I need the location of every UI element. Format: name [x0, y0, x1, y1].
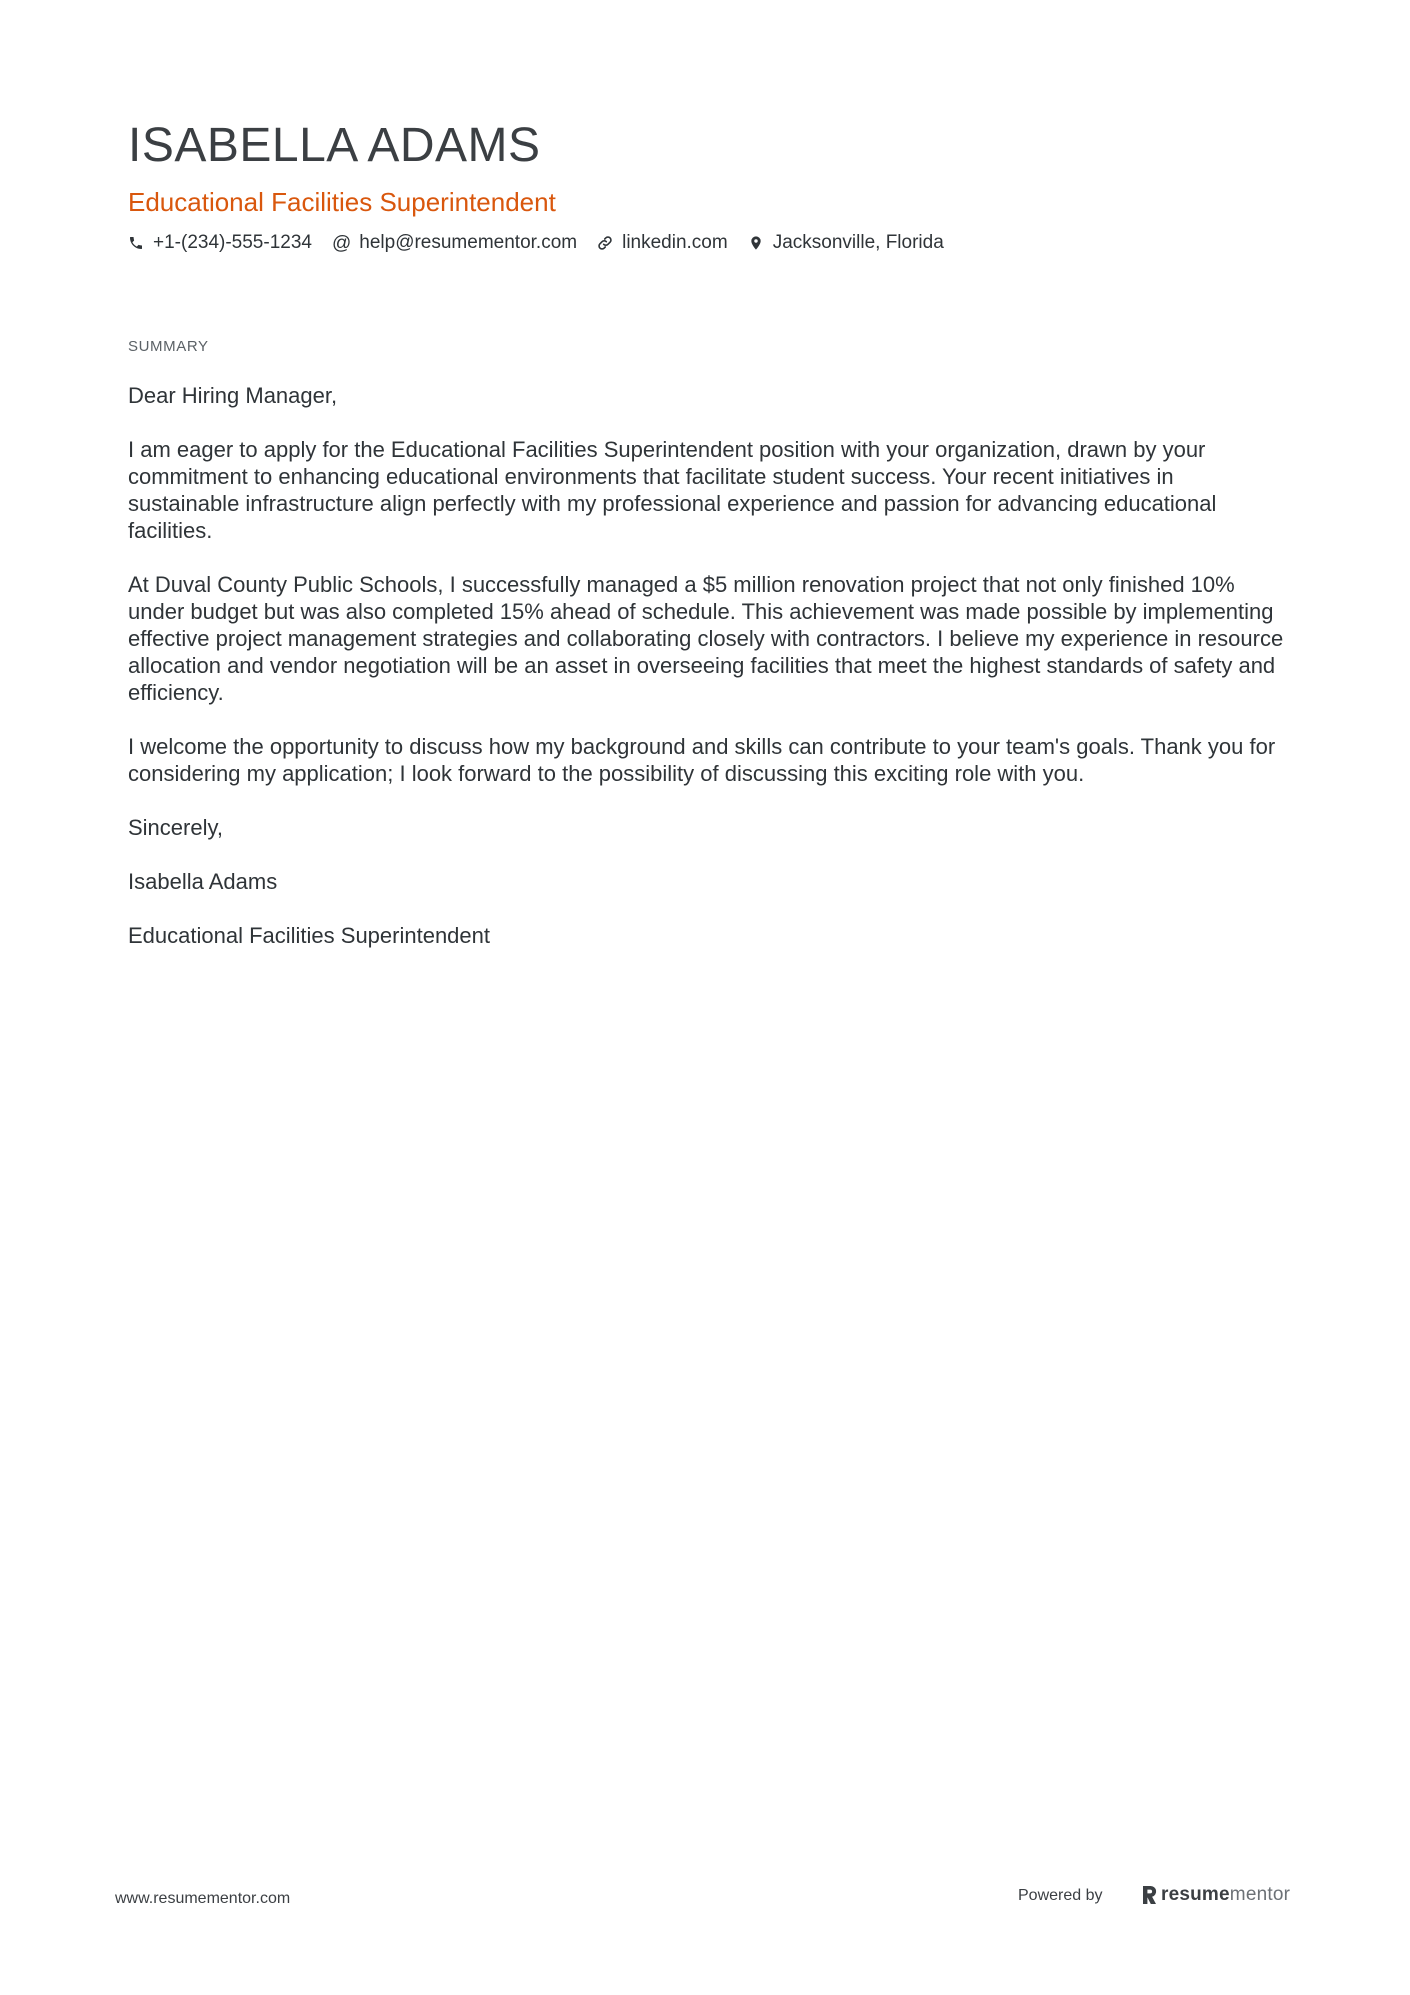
link-icon	[597, 235, 613, 251]
footer-url[interactable]: www.resumementor.com	[115, 1890, 291, 1907]
job-title: Educational Facilities Superintendent	[128, 187, 556, 217]
letter-greeting: Dear Hiring Manager,	[128, 383, 338, 408]
letter-paragraph-1: I am eager to apply for the Educational Facilities Superintendent position with your organization, drawn by your commitment to enhancing educational environments that facilitate student success. Your recent initiatives in sustainable infrastructure align perfectly with my professional experience and passion for advancing educational facilities.	[128, 437, 1217, 543]
logo-text-mentor: mentor	[1229, 1884, 1291, 1905]
footer-powered-by: Powered by	[1018, 1887, 1103, 1904]
contact-linkedin[interactable]	[597, 230, 728, 256]
phone-text: +1-(234)-555-1234	[153, 232, 312, 253]
contact-row	[128, 230, 1288, 256]
letter-body	[128, 382, 1288, 976]
section-label-summary: SUMMARY	[128, 338, 209, 355]
footer-logo[interactable]	[1141, 1884, 1290, 1906]
letter-paragraph-2: At Duval County Public Schools, I successfully managed a $5 million renovation project that not only finished 10% under budget but was also completed 15% ahead of schedule. This achievement was made possible by implementing effective project management strategies and collaborating closely with contractors. I believe my experience in resource allocation and vendor negotiation will be an asset in overseeing facilities that meet the highest standards of safety and efficiency.	[128, 572, 1284, 705]
phone-icon	[128, 235, 144, 251]
header	[128, 118, 1288, 256]
email-text[interactable]: help@resumementor.com	[359, 232, 578, 253]
linkedin-text[interactable]: linkedin.com	[622, 232, 728, 253]
logo-text-resume: resume	[1161, 1884, 1230, 1905]
resumementor-logo-icon	[1141, 1885, 1157, 1905]
letter-closing: Sincerely,	[128, 815, 223, 840]
contact-phone	[128, 230, 312, 256]
signature-title: Educational Facilities Superintendent	[128, 923, 491, 948]
letter-paragraph-3: I welcome the opportunity to discuss how my background and skills can contribute to your team's goals. Thank you for considering my application; I look forward to the possibility of discussing this exciting role with you.	[128, 734, 1276, 786]
at-icon: @	[331, 232, 352, 254]
signature-name: Isabella Adams	[128, 869, 278, 894]
location-pin-icon	[748, 235, 764, 251]
logo-wordmark	[1161, 1884, 1290, 1906]
contact-location	[748, 230, 944, 256]
contact-email[interactable]	[332, 230, 577, 256]
candidate-name: ISABELLA ADAMS	[128, 119, 541, 172]
location-text: Jacksonville, Florida	[772, 232, 944, 253]
